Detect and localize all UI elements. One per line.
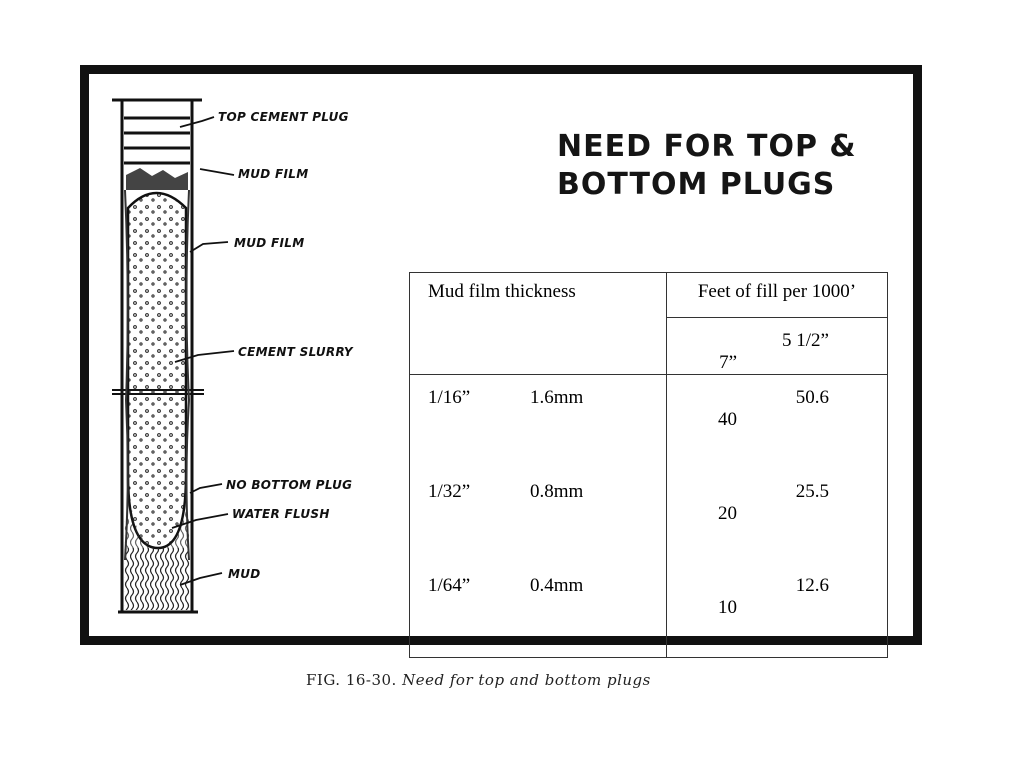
fill-table [409,272,888,658]
top-cement-plug [124,118,190,163]
table-row [410,563,888,658]
cement-slurry [128,193,186,548]
label-no-bottom-plug: NO BOTTOM PLUG [226,478,353,492]
label-water-flush: WATER FLUSH [232,507,330,521]
cell-mm: 0.8mm [530,481,584,502]
subheader-row [667,318,888,375]
table-row [410,469,888,563]
header-feet-of-fill [667,273,888,318]
mud-fill [124,548,190,610]
cell-value-7: 40 [718,409,737,430]
caption-text: Need for top and bottom plugs [402,671,651,689]
mud-film-blob [126,168,188,190]
cell-value-5-1-2: 25.5 [795,481,829,502]
cell-value-5-1-2: 12.6 [795,575,829,596]
mud-film-wall [125,190,128,560]
table-row [410,375,888,470]
label-top-cement-plug: TOP CEMENT PLUG [218,110,349,124]
cell-inch: 1/64” [428,575,471,596]
label-mud-film-1: MUD FILM [238,167,309,181]
slide-title [557,128,887,204]
title-line-1: NEED FOR TOP & [557,129,857,164]
subheader-5-1-2: 5 1/2” [782,330,829,351]
subheader-7: 7” [719,352,737,373]
title-line-2: BOTTOM PLUGS [557,167,836,202]
cell-value-7: 10 [718,597,737,618]
figure-caption [306,671,651,689]
cell-inch: 1/16” [428,387,471,408]
header-left-text: Mud film thickness [428,281,576,302]
label-cement-slurry: CEMENT SLURRY [238,345,353,359]
cell-inch: 1/32” [428,481,471,502]
cell-value-7: 20 [718,503,737,524]
header-mud-film-thickness [410,273,667,375]
cell-mm: 0.4mm [530,575,584,596]
cell-value-5-1-2: 50.6 [795,387,829,408]
label-mud: MUD [228,567,261,581]
header-right-text: Feet of fill per 1000’ [697,281,857,302]
caption-prefix: FIG. 16-30. [306,671,397,689]
cell-mm: 1.6mm [530,387,584,408]
label-mud-film-2: MUD FILM [234,236,305,250]
